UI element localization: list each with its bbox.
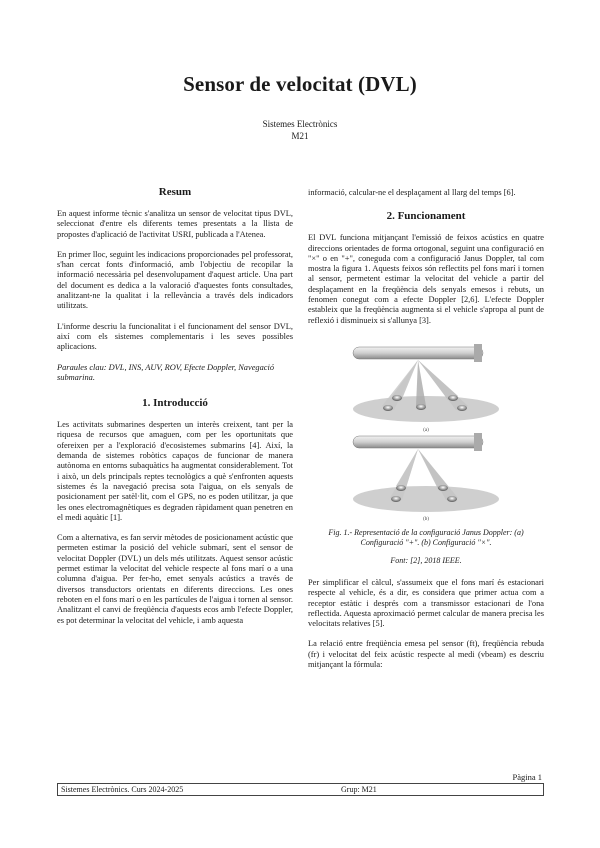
footer-box (57, 783, 544, 796)
keywords: Paraules clau: DVL, INS, AUV, ROV, Efecte Doppler, Navegació submarina. (57, 362, 275, 382)
footer-course: Sistemes Electrònics. Curs 2024-2025 (61, 785, 184, 794)
figure-source: Font: [2], 2018 IEEE. (390, 555, 462, 565)
spot-a2 (383, 405, 393, 411)
funcionament-heading: 2. Funcionament (386, 210, 466, 223)
figure-caption: Fig. 1.- Representació de la configuració Janus Doppler: (a) Configuració "+". (b) Configuració "×". (328, 527, 524, 547)
figure-label-a: (a) (423, 427, 429, 433)
intro-paragraph-2: Com a alternativa, es fan servir mètodes de posicionament acústic que permeten estimar la posició del vehicle submarí, sent el sensor de velocitat Doppler (DVL) un dels més utilitzats. Aquest sensor acústic permet estimar la velocitat del vehicle respecte al fons marí o a una columna d'aigua. Per fer-ho, emet senyals acústics a través de diversos transductors orientats en diferents direccions. Les ones reboten en el fons marí o en les partícules de l'aigua i tornen al sensor. Analitzant el canvi de freqüència d'aquests ecos amb l'efecte Doppler, es pot determinar la velocitat del vehicle, i amb aquesta (57, 533, 293, 625)
author-line-1: Sistemes Electrònics (262, 119, 338, 129)
spot-b3 (438, 485, 448, 491)
vehicle-tail-a (474, 344, 482, 362)
intro-heading: 1. Introducció (142, 397, 208, 410)
page-number: Pàgina 1 (512, 772, 542, 782)
vehicle-hull-b (353, 436, 483, 448)
janus-doppler-illustration (308, 336, 544, 522)
intro-paragraph-1: Les activitats submarines desperten un interès creixent, tant per la riquesa de recursos que amaguen, com per les oportunitats que ofereixen per a l'exploració d'ecosistemes submarins [4]. Així, la demanda de sistemes robòtics capaços de funcionar de manera autònoma en entorns subaquàtics ha augmentat considerablement. Tot i això, un dels principals reptes tecnològics a què s'enfronten aquests sistemes és la navegació precisa sota l'aigua, on els senyals de posicionament per satèl·lit, com el GPS, no es poden utilitzar, ja que les ones electromagnètiques es degraden ràpidament quan penetren en el medi aquàtic [1]. (57, 420, 293, 522)
figure-janus-doppler (308, 336, 544, 522)
spot-b4 (447, 496, 457, 502)
spot-a1 (392, 395, 402, 401)
funcionament-paragraph-3: La relació entre freqüència emesa pel sensor (ft), freqüència rebuda (fr) i velocitat del feix acústic respecte al medi (vbeam) es descriu mitjançant la fórmula: (308, 639, 544, 670)
resum-paragraph-2: En primer lloc, seguint les indicacions proporcionades pel professorat, s'han cercat fonts d'informació, amb l'objectiu de recopilar la informació necessària pel desenvolupament d'aquest article. Una part del document es dedica a la valoració d'aquestes fonts consultades, analitzant-ne la qualitat i la rellevància a través dels indicadors utilitzats. (57, 249, 293, 311)
left-column (57, 186, 293, 636)
vehicle-tail-b (474, 433, 482, 451)
author-block (0, 118, 600, 142)
spot-a4 (457, 405, 467, 411)
spot-b2 (391, 496, 401, 502)
right-paragraph-0: informació, calcular-ne el desplaçament al llarg del temps [6]. (308, 188, 516, 197)
footer-group: Grup: M21 (341, 785, 377, 794)
paper-title: Sensor de velocitat (DVL) (183, 72, 417, 96)
funcionament-paragraph-1: El DVL funciona mitjançant l'emissió de feixos acústics en quatre direccions orientades de forma ortogonal, seguint una configuració en "×" o en "+", coneguda com a configuració Janus Doppler, tal com mostra la figura 1. Aquests feixos són reflectits pel fons marí i tornen al sensor, permetent estimar la velocitat del vehicle a partir del desplaçament en la freqüència dels senyals emesos i rebuts, un fenomen conegut com a efecte Doppler [2,6]. L'efecte Doppler estableix que la freqüència augmenta si el vehicle s'apropa al punt de reflexió i disminueix si s'allunya [3]. (308, 233, 544, 325)
panel-a (353, 344, 499, 433)
resum-paragraph-3: L'informe descriu la funcionalitat i el funcionament del sensor DVL, així com els sistemes complementaris i les seves possibles aplicacions. (57, 321, 293, 352)
seafloor-a (353, 396, 499, 422)
figure-label-b: (b) (423, 516, 429, 522)
funcionament-paragraph-2: Per simplificar el càlcul, s'assumeix que el fons marí és estacionari respecte al vehicle, és a dir, es considera que primer actua com a receptor estàtic i després com a transmissor estacionari de l'ona reflectida. Aquesta aproximació permet calcular de manera precisa les velocitats relatives [5]. (308, 577, 544, 629)
spot-b1 (396, 485, 406, 491)
spot-a3 (448, 395, 458, 401)
author-line-2: M21 (291, 131, 309, 141)
resum-heading: Resum (158, 186, 192, 198)
vehicle-hull-a (353, 347, 483, 359)
panel-b (353, 433, 499, 522)
seafloor-b (353, 486, 499, 512)
right-column (308, 188, 544, 680)
resum-paragraph-1: En aquest informe tècnic s'analitza un sensor de velocitat tipus DVL, seleccionat d'entre els diferents temes presentats a la llista de propostes d'aplicació de l'activitat USRI, publicada a l'Atenea. (57, 209, 293, 239)
spot-a5 (416, 404, 426, 410)
